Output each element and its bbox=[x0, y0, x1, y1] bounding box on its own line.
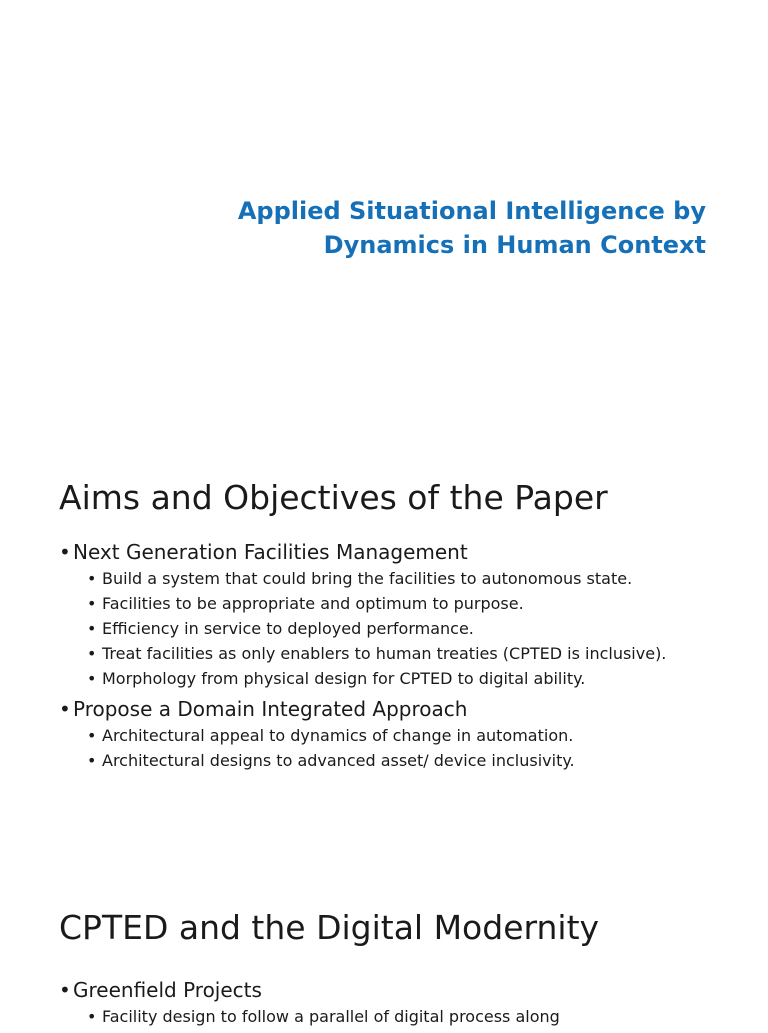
bullet-list bbox=[59, 976, 739, 1029]
title-line-1: Applied Situational Intelligence by bbox=[237, 197, 706, 225]
sub-bullet-item: • Facility design to follow a parallel of digital process along bbox=[87, 1004, 739, 1029]
slide-cpted-digital-modernity bbox=[59, 906, 739, 1033]
slide-aims-objectives bbox=[59, 476, 739, 777]
sub-bullet-list bbox=[87, 723, 739, 773]
sub-bullet-list bbox=[87, 566, 739, 691]
sub-bullet-list bbox=[87, 1004, 739, 1029]
sub-bullet-item: • Efficiency in service to deployed performance. bbox=[87, 616, 739, 641]
sub-bullet-item: • Treat facilities as only enablers to human treaties (CPTED is inclusive). bbox=[87, 641, 739, 666]
bullet-item bbox=[59, 976, 739, 1029]
bullet-text: • Greenfield Projects bbox=[59, 976, 739, 1004]
bullet-item bbox=[59, 538, 739, 691]
title-slide bbox=[0, 0, 768, 330]
sub-bullet-item: • Architectural appeal to dynamics of change in automation. bbox=[87, 723, 739, 748]
bullet-item bbox=[59, 695, 739, 773]
sub-bullet-item: • Morphology from physical design for CPTED to digital ability. bbox=[87, 666, 739, 691]
presentation-title bbox=[146, 194, 706, 262]
bullet-text: • Next Generation Facilities Management bbox=[59, 538, 739, 566]
slide-heading: Aims and Objectives of the Paper bbox=[59, 478, 608, 517]
bullet-list bbox=[59, 538, 739, 773]
title-line-2: Dynamics in Human Context bbox=[323, 231, 706, 259]
sub-bullet-item: • Facilities to be appropriate and optimum to purpose. bbox=[87, 591, 739, 616]
bullet-text: • Propose a Domain Integrated Approach bbox=[59, 695, 739, 723]
sub-bullet-item: • Architectural designs to advanced asset/ device inclusivity. bbox=[87, 748, 739, 773]
slide-heading: CPTED and the Digital Modernity bbox=[59, 908, 600, 947]
sub-bullet-item: • Build a system that could bring the facilities to autonomous state. bbox=[87, 566, 739, 591]
